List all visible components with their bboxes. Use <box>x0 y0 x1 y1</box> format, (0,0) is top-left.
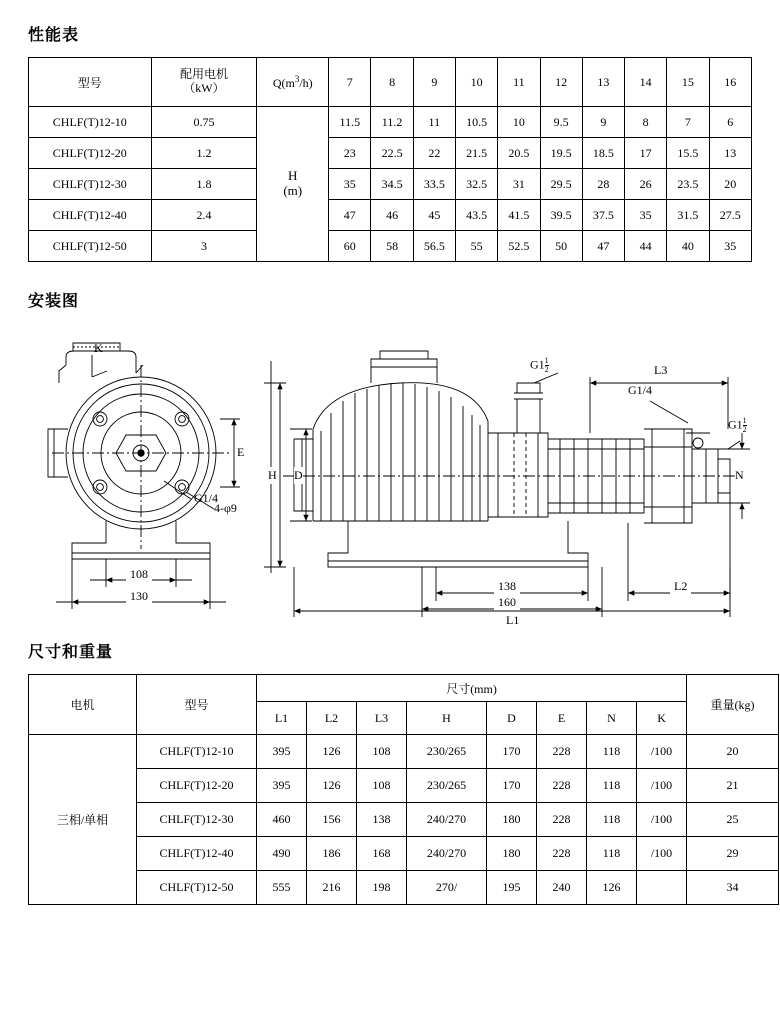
cell-head: 13 <box>709 138 751 169</box>
cell-head: 23.5 <box>667 169 709 200</box>
cell-dim: 118 <box>587 803 637 837</box>
cell-dim: 230/265 <box>407 769 487 803</box>
row-model: CHLF(T)12-40 <box>137 837 257 871</box>
label-g14-right: G1/4 <box>628 383 652 397</box>
cell-head: 29.5 <box>540 169 582 200</box>
cell-motor-type: 三相/单相 <box>29 735 137 905</box>
table-row <box>29 107 752 138</box>
cell-dim: /100 <box>637 769 687 803</box>
cell-dim: 270/ <box>407 871 487 905</box>
flow-col-9: 16 <box>709 58 751 107</box>
flow-col-8: 15 <box>667 58 709 107</box>
cell-head: 18.5 <box>582 138 624 169</box>
dimensions-section-title: 尺寸和重量 <box>28 644 114 661</box>
flow-col-4: 11 <box>498 58 540 107</box>
cell-dim: 126 <box>587 871 637 905</box>
cell-head: 35 <box>625 200 667 231</box>
cell-dim: /100 <box>637 735 687 769</box>
cell-head: 22.5 <box>371 138 413 169</box>
table-row <box>29 837 779 871</box>
cell-head: 6 <box>709 107 751 138</box>
row-model: CHLF(T)12-10 <box>137 735 257 769</box>
header-col-l1: L1 <box>257 702 307 735</box>
cell-head: 32.5 <box>455 169 497 200</box>
cell-weight: 20 <box>687 735 779 769</box>
table-row <box>29 769 779 803</box>
dim-130: 130 <box>126 589 152 604</box>
cell-weight: 29 <box>687 837 779 871</box>
cell-head: 7 <box>667 107 709 138</box>
cell-dim: /100 <box>637 803 687 837</box>
label-g1-half-top <box>530 357 549 375</box>
dim-108: 108 <box>126 567 152 582</box>
header-head-line2: (m) <box>283 183 303 198</box>
table-header-row <box>29 675 779 702</box>
table-row <box>29 138 752 169</box>
cell-head: 23 <box>329 138 371 169</box>
cell-head: 11.5 <box>329 107 371 138</box>
label-h: H <box>268 468 277 482</box>
table-row <box>29 200 752 231</box>
cell-dim: 118 <box>587 769 637 803</box>
cell-dim: 108 <box>357 769 407 803</box>
flow-col-1: 8 <box>371 58 413 107</box>
flow-col-5: 12 <box>540 58 582 107</box>
cell-head: 58 <box>371 231 413 262</box>
cell-head: 47 <box>329 200 371 231</box>
label-n: N <box>735 468 744 482</box>
dim-160: 160 <box>494 595 520 610</box>
header-col-n: N <box>587 702 637 735</box>
cell-head: 41.5 <box>498 200 540 231</box>
flow-col-2: 9 <box>413 58 455 107</box>
header-flow <box>257 58 329 107</box>
dim-138: 138 <box>494 579 520 594</box>
label-g1-half-top-text: G1 <box>530 357 545 372</box>
label-g14-left: G1/4 <box>194 491 218 505</box>
cell-dim: 118 <box>587 735 637 769</box>
row-model: CHLF(T)12-50 <box>137 871 257 905</box>
cell-head: 44 <box>625 231 667 262</box>
cell-dim: 186 <box>307 837 357 871</box>
cell-dim: 395 <box>257 735 307 769</box>
label-l3: L3 <box>650 363 671 378</box>
header-col-d: D <box>487 702 537 735</box>
cell-head: 52.5 <box>498 231 540 262</box>
cell-dim: 108 <box>357 735 407 769</box>
header-col-e: E <box>537 702 587 735</box>
label-g1-half-right-text: G1 <box>728 417 743 432</box>
cell-dim: 240/270 <box>407 803 487 837</box>
cell-dim: 555 <box>257 871 307 905</box>
row-power: 1.2 <box>151 138 257 169</box>
cell-head: 31 <box>498 169 540 200</box>
cell-head: 35 <box>329 169 371 200</box>
cell-dim: 240 <box>537 871 587 905</box>
label-e: E <box>237 445 245 459</box>
cell-head: 10 <box>498 107 540 138</box>
cell-dim: 156 <box>307 803 357 837</box>
flow-col-7: 14 <box>625 58 667 107</box>
label-l2: L2 <box>670 579 691 594</box>
fraction-den: 2 <box>544 365 549 375</box>
cell-head: 11 <box>413 107 455 138</box>
cell-dim: 138 <box>357 803 407 837</box>
cell-head: 11.2 <box>371 107 413 138</box>
dimensions-table <box>28 674 779 905</box>
table-row <box>29 231 752 262</box>
cell-dim: 170 <box>487 769 537 803</box>
label-g1-half-right <box>728 417 747 435</box>
header-head-line1: H <box>288 168 298 184</box>
row-model: CHLF(T)12-40 <box>29 200 152 231</box>
cell-head: 20.5 <box>498 138 540 169</box>
flow-col-0: 7 <box>329 58 371 107</box>
label-k: K <box>94 341 103 355</box>
fraction-num: 1 <box>544 356 549 365</box>
table-row <box>29 803 779 837</box>
cell-weight: 25 <box>687 803 779 837</box>
document-page <box>0 22 780 1017</box>
row-power: 3 <box>151 231 257 262</box>
row-power: 2.4 <box>151 200 257 231</box>
cell-dim: 195 <box>487 871 537 905</box>
install-section-title: 安装图 <box>28 293 80 310</box>
header-flow-suffix: /h) <box>299 75 313 90</box>
row-model: CHLF(T)12-50 <box>29 231 152 262</box>
cell-dim: 228 <box>537 837 587 871</box>
row-power: 1.8 <box>151 169 257 200</box>
performance-section-title: 性能表 <box>28 27 80 44</box>
performance-table <box>28 57 752 262</box>
header-motor-line2: （kW） <box>183 81 225 95</box>
cell-dim: 118 <box>587 837 637 871</box>
flow-col-6: 13 <box>582 58 624 107</box>
header-col-l3: L3 <box>357 702 407 735</box>
cell-dim: 126 <box>307 769 357 803</box>
table-row <box>29 735 779 769</box>
cell-dim: 395 <box>257 769 307 803</box>
cell-head: 26 <box>625 169 667 200</box>
cell-head: 43.5 <box>455 200 497 231</box>
cell-head: 56.5 <box>413 231 455 262</box>
header-weight: 重量(kg) <box>687 675 779 735</box>
header-motor-line1: 配用电机 <box>179 67 228 82</box>
fraction-num: 1 <box>742 416 747 425</box>
cell-dim: 198 <box>357 871 407 905</box>
header-flow-prefix: Q(m <box>272 75 295 90</box>
cell-head: 39.5 <box>540 200 582 231</box>
cell-head: 28 <box>582 169 624 200</box>
header-size-group: 尺寸(mm) <box>257 675 687 702</box>
row-model: CHLF(T)12-20 <box>29 138 152 169</box>
header-col-h: H <box>407 702 487 735</box>
row-model: CHLF(T)12-30 <box>137 803 257 837</box>
fraction-half-top <box>545 357 549 375</box>
cell-dim: 170 <box>487 735 537 769</box>
header-head-unit <box>257 107 329 262</box>
header-motor <box>151 58 257 107</box>
cell-head: 55 <box>455 231 497 262</box>
cell-head: 60 <box>329 231 371 262</box>
cell-weight: 34 <box>687 871 779 905</box>
cell-head: 15.5 <box>667 138 709 169</box>
label-d: D <box>294 468 303 482</box>
cell-head: 35 <box>709 231 751 262</box>
cell-dim: 228 <box>537 735 587 769</box>
row-model: CHLF(T)12-30 <box>29 169 152 200</box>
installation-drawing <box>28 321 752 627</box>
cell-head: 27.5 <box>709 200 751 231</box>
cell-head: 40 <box>667 231 709 262</box>
header-motor: 电机 <box>29 675 137 735</box>
fraction-half-right <box>743 417 747 435</box>
table-header-row <box>29 58 752 107</box>
cell-dim: 230/265 <box>407 735 487 769</box>
cell-head: 31.5 <box>667 200 709 231</box>
cell-dim <box>637 871 687 905</box>
label-l1: L1 <box>502 613 523 628</box>
header-col-l2: L2 <box>307 702 357 735</box>
fraction-den: 2 <box>742 425 747 435</box>
cell-dim: /100 <box>637 837 687 871</box>
cell-dim: 126 <box>307 735 357 769</box>
cell-dim: 216 <box>307 871 357 905</box>
row-model: CHLF(T)12-10 <box>29 107 152 138</box>
label-4-phi9: 4-φ9 <box>214 501 237 515</box>
table-row <box>29 871 779 905</box>
cell-head: 45 <box>413 200 455 231</box>
cell-dim: 240/270 <box>407 837 487 871</box>
cell-dim: 460 <box>257 803 307 837</box>
cell-head: 20 <box>709 169 751 200</box>
cell-head: 50 <box>540 231 582 262</box>
row-power: 0.75 <box>151 107 257 138</box>
cell-head: 34.5 <box>371 169 413 200</box>
cell-head: 9 <box>582 107 624 138</box>
cell-weight: 21 <box>687 769 779 803</box>
cell-head: 46 <box>371 200 413 231</box>
header-model: 型号 <box>29 58 152 107</box>
row-model: CHLF(T)12-20 <box>137 769 257 803</box>
header-model: 型号 <box>137 675 257 735</box>
cell-dim: 490 <box>257 837 307 871</box>
cell-head: 47 <box>582 231 624 262</box>
cell-head: 10.5 <box>455 107 497 138</box>
cell-head: 9.5 <box>540 107 582 138</box>
cell-head: 33.5 <box>413 169 455 200</box>
cell-dim: 180 <box>487 837 537 871</box>
cell-dim: 180 <box>487 803 537 837</box>
table-row <box>29 169 752 200</box>
header-col-k: K <box>637 702 687 735</box>
cell-dim: 228 <box>537 769 587 803</box>
cell-head: 19.5 <box>540 138 582 169</box>
flow-col-3: 10 <box>455 58 497 107</box>
cell-head: 22 <box>413 138 455 169</box>
cell-dim: 168 <box>357 837 407 871</box>
cell-head: 8 <box>625 107 667 138</box>
cell-head: 17 <box>625 138 667 169</box>
cell-head: 21.5 <box>455 138 497 169</box>
cell-head: 37.5 <box>582 200 624 231</box>
cell-dim: 228 <box>537 803 587 837</box>
header-flow-sup: 3 <box>294 73 300 84</box>
